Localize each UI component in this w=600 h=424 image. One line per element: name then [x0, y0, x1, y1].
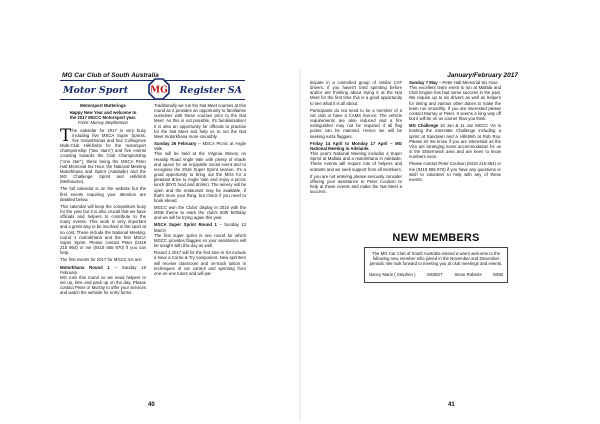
event-heading: Sunday 26 February [154, 141, 197, 147]
paragraph: Traditionally we run the Nat Meet courses at this round as it provides an opportunity to familiarise ourselves with these courses prior to the Nat Meet. As this is not possible, it's familiarisation! It is also an opportunity for officials to practise for the Nat Meet and help us to run the Nat Meet motorkhana more smoothly. [154, 103, 246, 139]
banner-logo-text: MG [150, 85, 168, 96]
article-subtitle-1: Happy New Year and welcome to [69, 110, 137, 116]
paragraph: he calendar for 2017 is very busy including five MSCA Super Sprints, five motorkhanas and four Collingrove Multi-Club Hillclimbs for the motorsport championship ("two stars") and five events counting towards the Club Championship ("one star"), these being the MSCA Peter Hall Memorial Six Hour, the National Meeting Motorkhana and Sprint (Adelaide) and the MG Challenge Sprint and Hillclimb (Melbourne). [60, 127, 146, 185]
event-heading: MSCA Super Sprint Round 1 [154, 222, 217, 228]
paragraph: ticipate in a controlled group of similar CAT drivers. If you haven't tried sprinting before and/or are thinking about trying it at the Nat Meet for the first time this is a good opportunity to see what it is all about. [310, 80, 402, 106]
article-author: From: Murray Stephenson [78, 120, 128, 126]
paragraph: This calendar will keep the competitors busy for the year but it is also crucial that we have officials and helpers to contribute to the many events. This work is very important and a great way to be involved in the sport at no cost. These include the National Meeting, round 1 motorkhana and the first MSCA Super Sprint. Please contact Peter (0419 215 964) or me (0419 565 970) if you can help. [60, 203, 146, 256]
paragraph: The first super sprint is one round for which MGCC provides flaggies so your assistance will be sought with this day as well. [154, 232, 246, 249]
event-heading: Sunday 7 May [409, 80, 438, 85]
running-head-right: January/February 2017 [447, 72, 518, 79]
paragraph: This year's National Meeting includes a Super Sprint at Mallala and a motorkhana in Adelaide. These events will require lots of helpers and entrants and we seek support from all members. [310, 151, 402, 172]
paragraph: 10 Jun & 11 Jun MGCC Vic is hosting the interstate Challenge including a sprint at Sandown and a Hillclimb at Rob Roy. Please let me know if you are interested as the Vics are arranging some accommodation for us in the Elsternwick area and are keen to know numbers soon. [409, 123, 502, 160]
paragraph: This will be held at the Virginia Winery on Heaslip Road Angle Vale with plenty of shade and space for an enjoyable social event and to recognise the 2016 Super Sprint season. It's a good opportunity to bring out the MGs for a pleasant drive to Angle Vale and enjoy a picnic lunch (BYO food and drinks). The winery will be open and the restaurant may be available, if that's more your thing, but check if you need to book ahead. [154, 151, 246, 203]
article-subtitle-2: the 2017 MGCC Motorsport year. [69, 115, 137, 121]
left-column-2 [154, 103, 246, 278]
paragraph: MGCC won the Clubs' display in 2016 with the MGB theme to mark the club's 60th birthday and we will be trying again this year. [154, 204, 246, 221]
event-heading: MG Challenge [409, 123, 439, 129]
motorsport-register-banner [60, 80, 245, 100]
new-members-intro: The MG Car Club of South Australia extend a warm welcome to the following new member who joined in the November and December periods. We look forward to meeting you at club meetings and events. [369, 251, 503, 267]
right-column-1 [310, 80, 402, 196]
banner-left-text: Motor Sport [63, 84, 129, 96]
mg-octagon-logo-icon [148, 78, 170, 100]
right-column-2 [409, 80, 501, 184]
article-title: Motorsport Mutterings [80, 103, 126, 108]
paragraph: Please contact Peter Coulson (0419 215 964) or me (0419 565 970) if you have any questions or wish to volunteer to help with any of these events. [409, 161, 501, 182]
paragraph: The full calendar is on the website but the first events requiring your attention are detailed below. [60, 186, 146, 202]
paragraph: MG runs this round so we need helpers to set up, time and pack up on the day. Please contact Peter or Murray to offer your services and watch the website for entry forms. [60, 274, 146, 296]
member-model: MGBGT [427, 271, 443, 277]
event-date: – Sunday 12 March [154, 222, 246, 233]
member-name: Nancy Marin ( Stephen ) [369, 271, 416, 277]
paragraph: Participants do not need to be a member of a car club or have a CAMS licence. The vehicle requirements are also reduced and a fire extinguisher may not be required if all flag points can be manned. Hence we will be seeking extra flaggies. [310, 107, 402, 139]
paragraph: This excellent team event is run at Mallala and Club Engine has had some success in the past. We require up to six drivers as well as helpers for timing and various other duties to make the team run smoothly. If you are interested please contact Murray or Peter. It seems a long way off but it will be on us sooner than you think. [409, 85, 501, 122]
running-head-left: MG Car Club of South Australia [62, 72, 159, 79]
member-model: MGB [493, 271, 503, 277]
left-column-1 [60, 103, 146, 297]
paragraph: If you are not entering please seriously consider offering your assistance to Peter Coulson to help at these events and make the Nat Meet a success. [310, 173, 402, 195]
new-members-box [364, 247, 508, 283]
paragraph: The first events for 2017 for MGCC SA are: [60, 257, 143, 263]
event-date: – Peter Hall Memorial Six Hour. [437, 80, 499, 85]
drop-cap: T [60, 125, 72, 146]
event-heading: Motorkhana Round 1 [60, 264, 110, 270]
new-members-heading: NEW MEMBERS [392, 232, 480, 244]
event-date: – Sunday 19 February [60, 264, 146, 275]
event-date: – MSCA Picnic at Angle Vale [154, 141, 246, 152]
new-members-list [369, 272, 503, 277]
right-page [300, 0, 600, 424]
page-number-left: 40 [148, 402, 155, 408]
page-number-right: 41 [448, 402, 455, 408]
paragraph: Round 1 2017 will for the first time in SA include a have a Corrie & Try component. New sprinters will receive classroom and on-track tuition in techniques of car control and sprinting from one-on-one tutors and will par- [154, 250, 246, 276]
event-heading: Friday 14 April to Monday 17 April – MG National Meeting in Adelaide. [310, 140, 402, 151]
member-name: Steve Roberts [454, 271, 482, 277]
new-members-section [364, 232, 508, 283]
banner-right-text: Register SA [179, 84, 242, 96]
